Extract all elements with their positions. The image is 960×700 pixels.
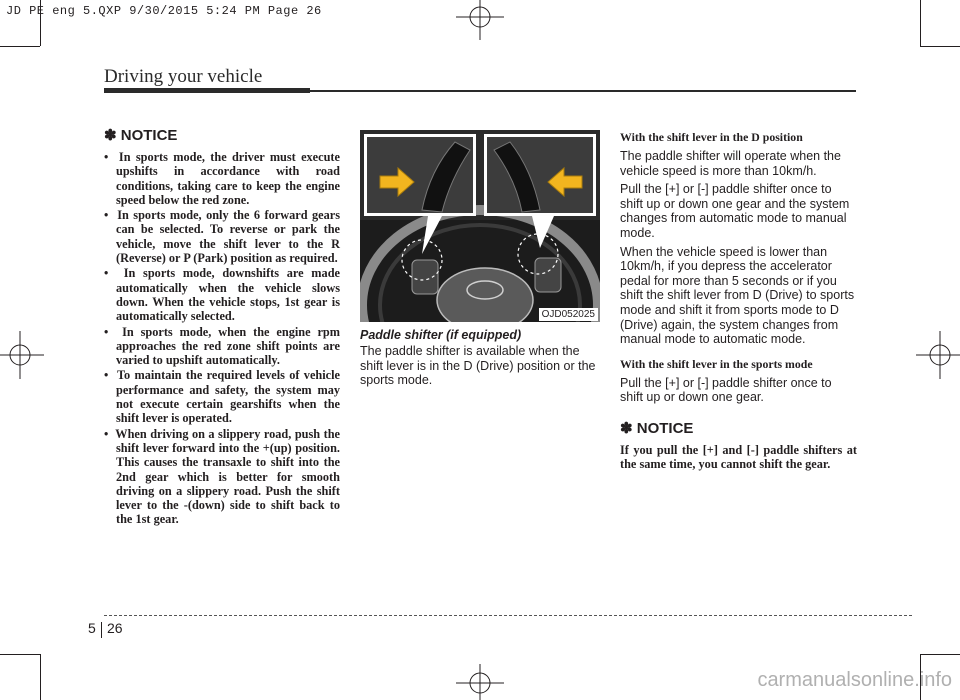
right-column [620, 130, 857, 472]
footer-rule [104, 615, 912, 616]
crop-mark [0, 46, 40, 47]
page-number-divider [101, 622, 102, 638]
section-number: 5 [88, 620, 96, 636]
figure-column [360, 130, 600, 392]
crop-mark [40, 654, 41, 700]
figure-id: OJD052025 [539, 308, 598, 321]
notice-heading-label: NOTICE [636, 419, 694, 437]
notice-heading [620, 419, 857, 437]
paddle-shifter-figure [360, 130, 600, 322]
list-item: • In sports mode, downshifts are made automatically when the vehicle slows down. When the vehicle stops, 1st gear is automatically selected. [104, 266, 340, 323]
registration-mark-left [0, 325, 44, 385]
notice-star-icon: ✽ [104, 127, 117, 144]
paragraph: Pull the [+] or [-] paddle shifter once to shift up or down one gear and the system changes from automatic mode to manual mode. [620, 182, 850, 240]
page-number: 26 [107, 620, 123, 636]
figure-caption: Paddle shifter (if equipped) [360, 328, 522, 342]
figure-intro: The paddle shifter is available when the shift lever is in the D (Drive) position or the sports mode. [360, 344, 596, 388]
section-title: Driving your vehicle [104, 66, 263, 87]
title-bar [104, 88, 310, 93]
list-item: • To maintain the required levels of vehicle performance and safety, the system may not execute certain gearshifts when the shift lever is operated. [104, 368, 340, 425]
crop-mark [920, 654, 960, 655]
registration-mark-right [916, 325, 960, 385]
steering-wheel-illustration [360, 130, 600, 322]
list-item: • When driving on a slippery road, push the shift lever forward into the +(up) position. This causes the transaxle to shift into the 2nd gear which is better for smooth driving on a slippery road. Push the shift lever to the -(down) side to shift back to the 1st gear. [104, 427, 340, 527]
registration-mark-bottom [450, 664, 510, 700]
notice-heading-label: NOTICE [120, 127, 178, 144]
paragraph: When the vehicle speed is lower than 10km/h, if you depress the accelerator pedal for more than 5 seconds or if you shift the shift lever from D (Drive) to sports mode and shift it from sports mode to D (Drive) again, the system changes from manual mode to automatic mode. [620, 244, 855, 347]
subheading-sports-mode: With the shift lever in the sports mode [620, 356, 813, 371]
subheading-d-position: With the shift lever in the D position [620, 130, 803, 144]
crop-mark [0, 654, 40, 655]
title-rule [310, 90, 856, 92]
notice-star-icon: ✽ [620, 419, 633, 437]
watermark: carmanualsonline.info [757, 669, 952, 691]
list-item: • In sports mode, the driver must execute upshifts in accordance with road conditions, taking care to keep the engine speed below the red zone. [104, 150, 340, 207]
list-item: • In sports mode, only the 6 forward gears can be selected. To reverse or park the vehicle, move the shift lever to the R (Reverse) or P (Park) position as required. [104, 208, 340, 265]
notice-heading [104, 126, 340, 144]
registration-mark-top [450, 0, 510, 40]
notice-box [104, 126, 340, 528]
print-slug: JD PE eng 5.QXP 9/30/2015 5:24 PM Page 26 [6, 4, 322, 18]
notice-body: If you pull the [+] and [-] paddle shifters at the same time, you cannot shift the gear. [620, 442, 857, 472]
notice-list [104, 150, 340, 527]
list-item: • In sports mode, when the engine rpm approaches the red zone shift points are varied to upshift automatically. [104, 325, 340, 368]
crop-mark [920, 0, 921, 46]
paragraph: Pull the [+] or [-] paddle shifter once to shift up or down one gear. [620, 375, 832, 405]
paragraph: The paddle shifter will operate when the vehicle speed is more than 10km/h. [620, 149, 841, 178]
crop-mark [920, 46, 960, 47]
